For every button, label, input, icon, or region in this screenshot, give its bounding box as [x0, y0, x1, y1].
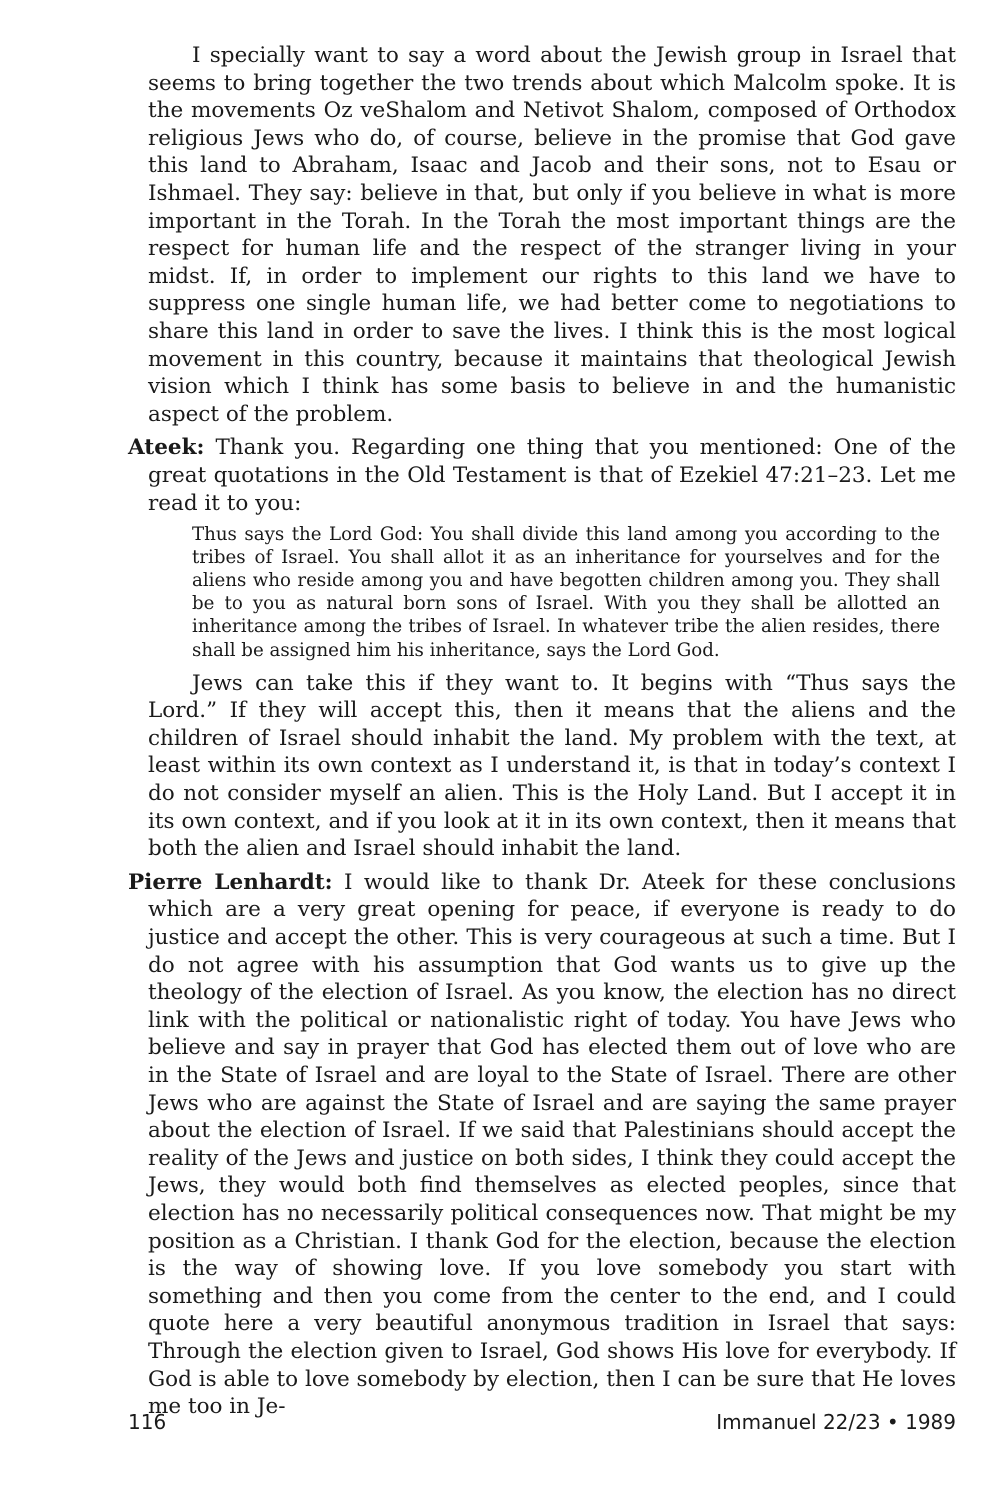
ateek-paragraph	[128, 434, 956, 517]
journal-citation: Immanuel 22/23 • 1989	[716, 1410, 956, 1434]
ateek-text: Thank you. Regarding one thing that you mentioned: One of the great quotations in the Old Testament is that of Ezekiel 47:21–23. Let me read it to you:	[148, 435, 956, 516]
intro-paragraph: I specially want to say a word about the Jewish group in Israel that seems to bring together the two trends about which Malcolm spoke. It is the movements Oz veShalom and Netivot Shalom, composed of Orthodox religious Jews who do, of course, believe in the promise that God gave this land to Abraham, Isaac and Jacob and their sons, not to Esau or Ishmael. They say: believe in that, but only if you believe in what is more important in the Torah. In the Torah the most important things are the respect for human life and the respect of the stranger living in your midst. If, in order to implement our rights to this land we have to suppress one single human life, we had better come to negotiations to share this land in order to save the lives. I think this is the most logical movement in this country, because it maintains that theological Jewish vision which I think has some basis to believe in and the humanistic aspect of the problem.	[148, 43, 956, 427]
page-footer	[128, 1410, 956, 1434]
ateek-speech	[128, 434, 956, 863]
lenhardt-speech	[128, 869, 956, 1421]
page-number: 116	[128, 1410, 167, 1434]
ezekiel-quote: Thus says the Lord God: You shall divide this land among you according to the tribes of Israel. You shall allot it as an inheritance for yourselves and for the aliens who reside among you and have begotten children among you. They shall be to you as natural born sons of Israel. With you they shall be allotted an inheritance among the tribes of Israel. In whatever tribe the alien resides, there shall be assigned him his inheritance, says the Lord God.	[192, 524, 940, 661]
lenhardt-paragraph	[128, 869, 956, 1421]
page-body	[128, 42, 956, 1421]
ateek-continuation: Jews can take this if they want to. It begins with “Thus says the Lord.” If they will accept this, then it means that the aliens and the children of Israel should inhabit the land. My problem with the text, at least within its own context as I understand it, is that in today’s context I do not consider myself an alien. This is the Holy Land. But I accept it in its own context, and if you look at it in its own context, then it means that both the alien and Israel should inhabit the land.	[148, 670, 956, 862]
speaker-ateek: Ateek:	[128, 435, 205, 461]
speaker-lenhardt: Pierre Lenhardt:	[128, 869, 333, 895]
lenhardt-text: I would like to thank Dr. Ateek for these conclusions which are a very great opening for peace, if everyone is ready to do justice and accept the other. This is very courageous at such a time. But I do not agree with his assumption that God wants us to give up the theology of the election of Israel. As you know, the election has no direct link with the political or nationalistic right of today. You have Jews who believe and say in prayer that God has elected them out of love who are in the State of Israel and are loyal to the State of Israel. There are other Jews who are against the State of Israel and are saying the same prayer about the election of Israel. If we said that Palestinians should accept the reality of the Jews and justice on both sides, I think they could accept the Jews, they would both find themselves as elected peoples, since that election has no necessarily political consequences now. That might be my position as a Christian. I thank God for the election, because the election is the way of showing love. If you love somebody you start with something and then you come from the center to the end, and I could quote here a very beautiful anonymous tradition in Israel that says: Through the election given to Israel, God shows His love for everybody. If God is able to love somebody by election, then I can be sure that He loves me too in Je-	[148, 869, 956, 1420]
